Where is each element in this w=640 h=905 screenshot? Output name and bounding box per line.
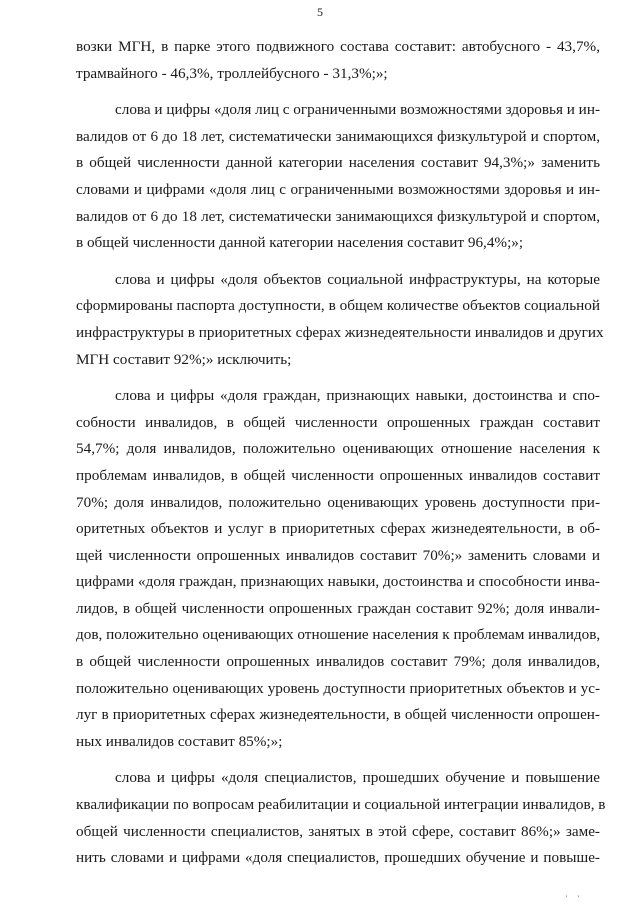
text-line: цифрами «доля граждан, признающих навыки, достоинства и способности инва- [76,573,600,591]
text-line: слова и цифры «доля объектов социальной инфраструктуры, на которые [115,270,600,288]
text-line: МГН составит 92%;» исключить; [76,350,292,368]
text-line: слова и цифры «доля граждан, признающих навыки, достоинства и спо- [115,387,600,405]
text-line: слова и цифры «доля специалистов, прошедших обучение и повышение [115,769,600,787]
paragraph [76,34,600,87]
text-line: сформированы паспорта доступности, в общем количестве объектов социальной [76,297,600,315]
paragraph [76,765,606,871]
text-line: общей численности специалистов, занятых в этой сфере, составит 86%;» заме- [76,822,600,840]
text-line: щей численности опрошенных инвалидов составит 70%;» заменить словами и [76,546,600,564]
text-line: нить словами и цифрами «доля специалистов, прошедших обучение и повыше- [76,849,600,867]
text-line: в общей численности данной категории населения составит 96,4%;»; [76,234,524,252]
text-line: положительно оценивающих уровень доступности приоритетных объектов и ус- [76,679,600,697]
paragraph [76,383,600,755]
text-line: валидов от 6 до 18 лет, систематически занимающихся физкультурой и спортом, [76,127,600,145]
text-line: в общей численности опрошенных инвалидов составит 79%; доля инвалидов, [76,653,600,671]
paragraph [76,267,604,373]
text-line: 70%; доля инвалидов, положительно оценивающих уровень доступности при- [76,493,600,511]
text-line: возки МГН, в парке этого подвижного состава составит: автобусного - 43,7%, [76,38,600,55]
text-line: словами и цифрами «доля лиц с ограниченными возможностями здоровья и ин- [76,180,600,198]
text-line: собности инвалидов, в общей численности опрошенных граждан составит [76,413,600,431]
text-line: инфраструктуры в приоритетных сферах жизнедеятельности инвалидов и других [76,323,604,341]
text-line: проблемам инвалидов, в общей численности опрошенных инвалидов составит [76,466,600,484]
document-body [76,34,606,872]
text-line: квалификации по вопросам реабилитации и социальной интеграции инвалидов, в [76,796,606,814]
text-line: дов, положительно оценивающих отношение населения к проблемам инвалидов, [76,626,601,644]
text-line: ных инвалидов составит 85%;»; [76,732,283,750]
text-line: трамвайного - 46,3%, троллейбусного - 31,3%;»; [76,64,388,82]
text-line: 54,7%; доля инвалидов, положительно оценивающих отношение населения к [76,440,600,458]
text-line: оритетных объектов и услуг в приоритетных сферах жизнедеятельности, в об- [76,520,600,538]
paragraph [76,97,600,257]
text-line: в общей численности данной категории населения составит 94,3%;» заменить [76,154,600,172]
text-line: слова и цифры «доля лиц с ограниченными возможностями здоровья и ин- [115,101,600,119]
text-line: лидов, в общей численности опрошенных граждан составит 92%; доля инвали- [76,599,600,617]
page-number: 5 [317,5,323,19]
text-line: луг в приоритетных сферах жизнедеятельности, в общей численности опрошен- [76,706,600,724]
page-corner-mark: ' ' [566,894,583,903]
text-line: валидов от 6 до 18 лет, систематически занимающихся физкультурой и спортом, [76,207,600,225]
